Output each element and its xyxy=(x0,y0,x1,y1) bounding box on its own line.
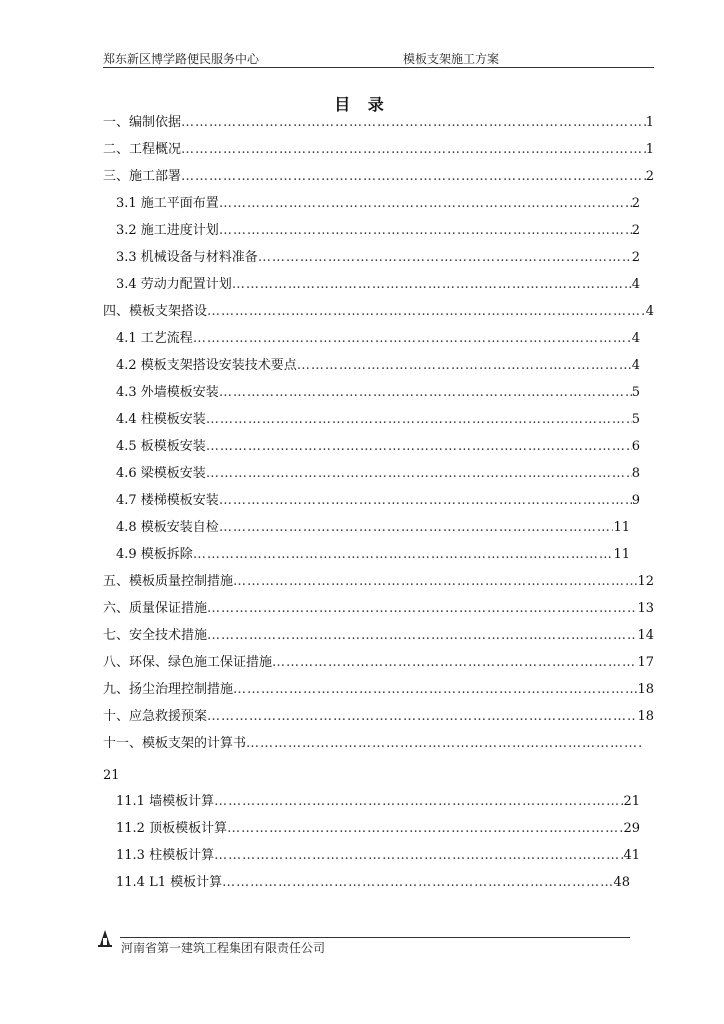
toc-item-label: 11.2 顶板模板计算 xyxy=(116,821,228,836)
toc-item[interactable] xyxy=(103,115,654,131)
toc-item-label: 3.4 劳动力配置计划 xyxy=(116,277,232,292)
toc-item-label: 四、模板支架搭设 xyxy=(103,304,208,319)
toc-leader xyxy=(193,331,632,347)
toc-item-label: 三、施工部署 xyxy=(103,169,182,184)
toc-item-label: 4.8 模板安装自检 xyxy=(116,520,219,535)
toc-leader xyxy=(206,466,632,482)
toc-item-label: 4.9 模板拆除 xyxy=(116,547,193,562)
toc-item-page: 1 xyxy=(645,115,654,130)
toc-item-page: 48 xyxy=(613,875,630,890)
toc-leader xyxy=(193,547,614,563)
toc-item[interactable] xyxy=(116,848,640,864)
toc-item[interactable] xyxy=(103,709,654,725)
toc-item-label: 4.3 外墙模板安装 xyxy=(116,385,219,400)
toc-item[interactable] xyxy=(103,574,654,590)
toc-item-page: 13 xyxy=(637,601,654,616)
toc-item-label: 3.1 施工平面布置 xyxy=(116,196,219,211)
toc-item-page: 2 xyxy=(631,250,640,265)
toc-item-label: 11.3 柱模板计算 xyxy=(116,848,215,863)
toc-item-label: 十、应急救援预案 xyxy=(103,709,208,724)
toc-item[interactable] xyxy=(103,304,654,320)
toc-item-page: 2 xyxy=(645,169,654,184)
toc-leader xyxy=(232,277,632,293)
toc-item-label: 八、环保、绿色施工保证措施 xyxy=(103,655,273,670)
toc-item-page: 11 xyxy=(613,520,630,535)
toc-item-page: 29 xyxy=(623,821,640,836)
header-document-title: 模板支架施工方案 xyxy=(403,52,500,66)
company-logo-icon xyxy=(96,929,114,949)
toc-item-label: 3.2 施工进度计划 xyxy=(116,223,219,238)
toc-item[interactable] xyxy=(116,821,640,837)
toc-item-page: 9 xyxy=(631,493,640,508)
toc-leader xyxy=(233,682,637,698)
toc-item[interactable] xyxy=(116,547,630,563)
toc-item-page: 14 xyxy=(637,628,654,643)
toc-item[interactable] xyxy=(103,142,654,158)
toc-leader xyxy=(222,875,613,891)
header-project-name: 郑东新区博学路便民服务中心 xyxy=(103,52,260,66)
toc-item-label: 4.7 楼梯模板安装 xyxy=(116,493,219,508)
toc-item-page: 8 xyxy=(631,466,640,481)
toc-leader xyxy=(233,574,637,590)
toc-leader xyxy=(206,412,632,428)
toc-item-label: 11.1 墙模板计算 xyxy=(116,794,215,809)
toc-item-label: 六、质量保证措施 xyxy=(103,601,208,616)
toc-leader xyxy=(297,358,632,374)
toc-item-page: 18 xyxy=(637,709,654,724)
toc-item[interactable] xyxy=(116,875,630,891)
toc-leader xyxy=(219,196,632,212)
toc-item-page: 11 xyxy=(613,547,630,562)
toc-item-page: 5 xyxy=(631,385,640,400)
toc-item-page: 4 xyxy=(645,304,654,319)
toc-leader xyxy=(207,628,637,644)
footer-divider xyxy=(120,937,630,938)
toc-leader xyxy=(207,304,646,320)
toc-leader xyxy=(181,142,646,158)
toc-item[interactable] xyxy=(116,358,640,374)
toc-item-label: 3.3 机械设备与材料准备 xyxy=(116,250,258,265)
toc-item-label: 七、安全技术措施 xyxy=(103,628,208,643)
toc-leader xyxy=(181,115,646,131)
toc-item-label: 十一、模板支架的计算书 xyxy=(103,736,247,751)
toc-item[interactable] xyxy=(116,196,640,212)
toc-item[interactable] xyxy=(116,493,640,509)
toc-item-label: 4.5 板模板安装 xyxy=(116,439,206,454)
toc-item-label: 九、扬尘治理控制措施 xyxy=(103,682,234,697)
toc-item-label: 一、编制依据 xyxy=(103,115,182,130)
toc-leader xyxy=(246,736,643,752)
toc-item[interactable] xyxy=(116,277,640,293)
toc-item[interactable] xyxy=(116,331,640,347)
toc-item-page: 6 xyxy=(631,439,640,454)
toc-item-page: 41 xyxy=(623,848,640,863)
footer-company-name: 河南省第一建筑工程集团有限责任公司 xyxy=(121,941,326,955)
toc-item-label: 11.4 L1 模板计算 xyxy=(116,875,223,890)
toc-item-page: 17 xyxy=(637,655,654,670)
toc-item[interactable] xyxy=(116,794,640,810)
toc-item[interactable] xyxy=(103,601,654,617)
toc-item-label: 4.1 工艺流程 xyxy=(116,331,193,346)
toc-leader xyxy=(219,385,632,401)
toc-leader xyxy=(219,223,632,239)
toc-item[interactable] xyxy=(116,439,640,455)
toc-leader xyxy=(219,520,614,536)
toc-title: 目 录 xyxy=(334,95,390,114)
toc-item-label: 五、模板质量控制措施 xyxy=(103,574,234,589)
toc-item[interactable] xyxy=(116,412,640,428)
toc-item-page: 5 xyxy=(631,412,640,427)
toc-item-page: 21 xyxy=(623,794,640,809)
toc-leader xyxy=(214,794,623,810)
toc-item-page: 2 xyxy=(631,196,640,211)
toc-item-page: 2 xyxy=(631,223,640,238)
toc-item-label: 4.2 模板支架搭设安装技术要点 xyxy=(116,358,297,373)
toc-leader xyxy=(181,169,646,185)
toc-item[interactable] xyxy=(116,250,640,266)
toc-leader xyxy=(219,493,632,509)
toc-item-page: 18 xyxy=(637,682,654,697)
toc-leader xyxy=(207,709,637,725)
toc-item[interactable] xyxy=(116,520,630,536)
toc-item[interactable] xyxy=(116,223,640,239)
toc-item-page: 4 xyxy=(631,331,640,346)
toc-item-page: 4 xyxy=(631,277,640,292)
toc-item-label: 二、工程概况 xyxy=(103,142,182,157)
toc-item[interactable] xyxy=(103,736,643,752)
toc-item[interactable] xyxy=(103,655,654,671)
toc-item[interactable] xyxy=(103,628,654,644)
toc-item-page-wrapped: 21 xyxy=(103,768,120,783)
toc-item-page: 1 xyxy=(645,142,654,157)
toc-item[interactable] xyxy=(116,466,640,482)
toc-item-label: 4.4 柱模板安装 xyxy=(116,412,206,427)
toc-leader xyxy=(227,821,623,837)
toc-item-label: 4.6 梁模板安装 xyxy=(116,466,206,481)
toc-leader xyxy=(272,655,637,671)
toc-item[interactable] xyxy=(103,169,654,185)
toc-leader xyxy=(258,250,632,266)
toc-item-page: 4 xyxy=(631,358,640,373)
toc-leader xyxy=(206,439,632,455)
toc-leader xyxy=(207,601,637,617)
toc-item[interactable] xyxy=(116,385,640,401)
toc-item[interactable] xyxy=(103,682,654,698)
toc-item-page: 12 xyxy=(637,574,654,589)
toc-leader xyxy=(214,848,623,864)
